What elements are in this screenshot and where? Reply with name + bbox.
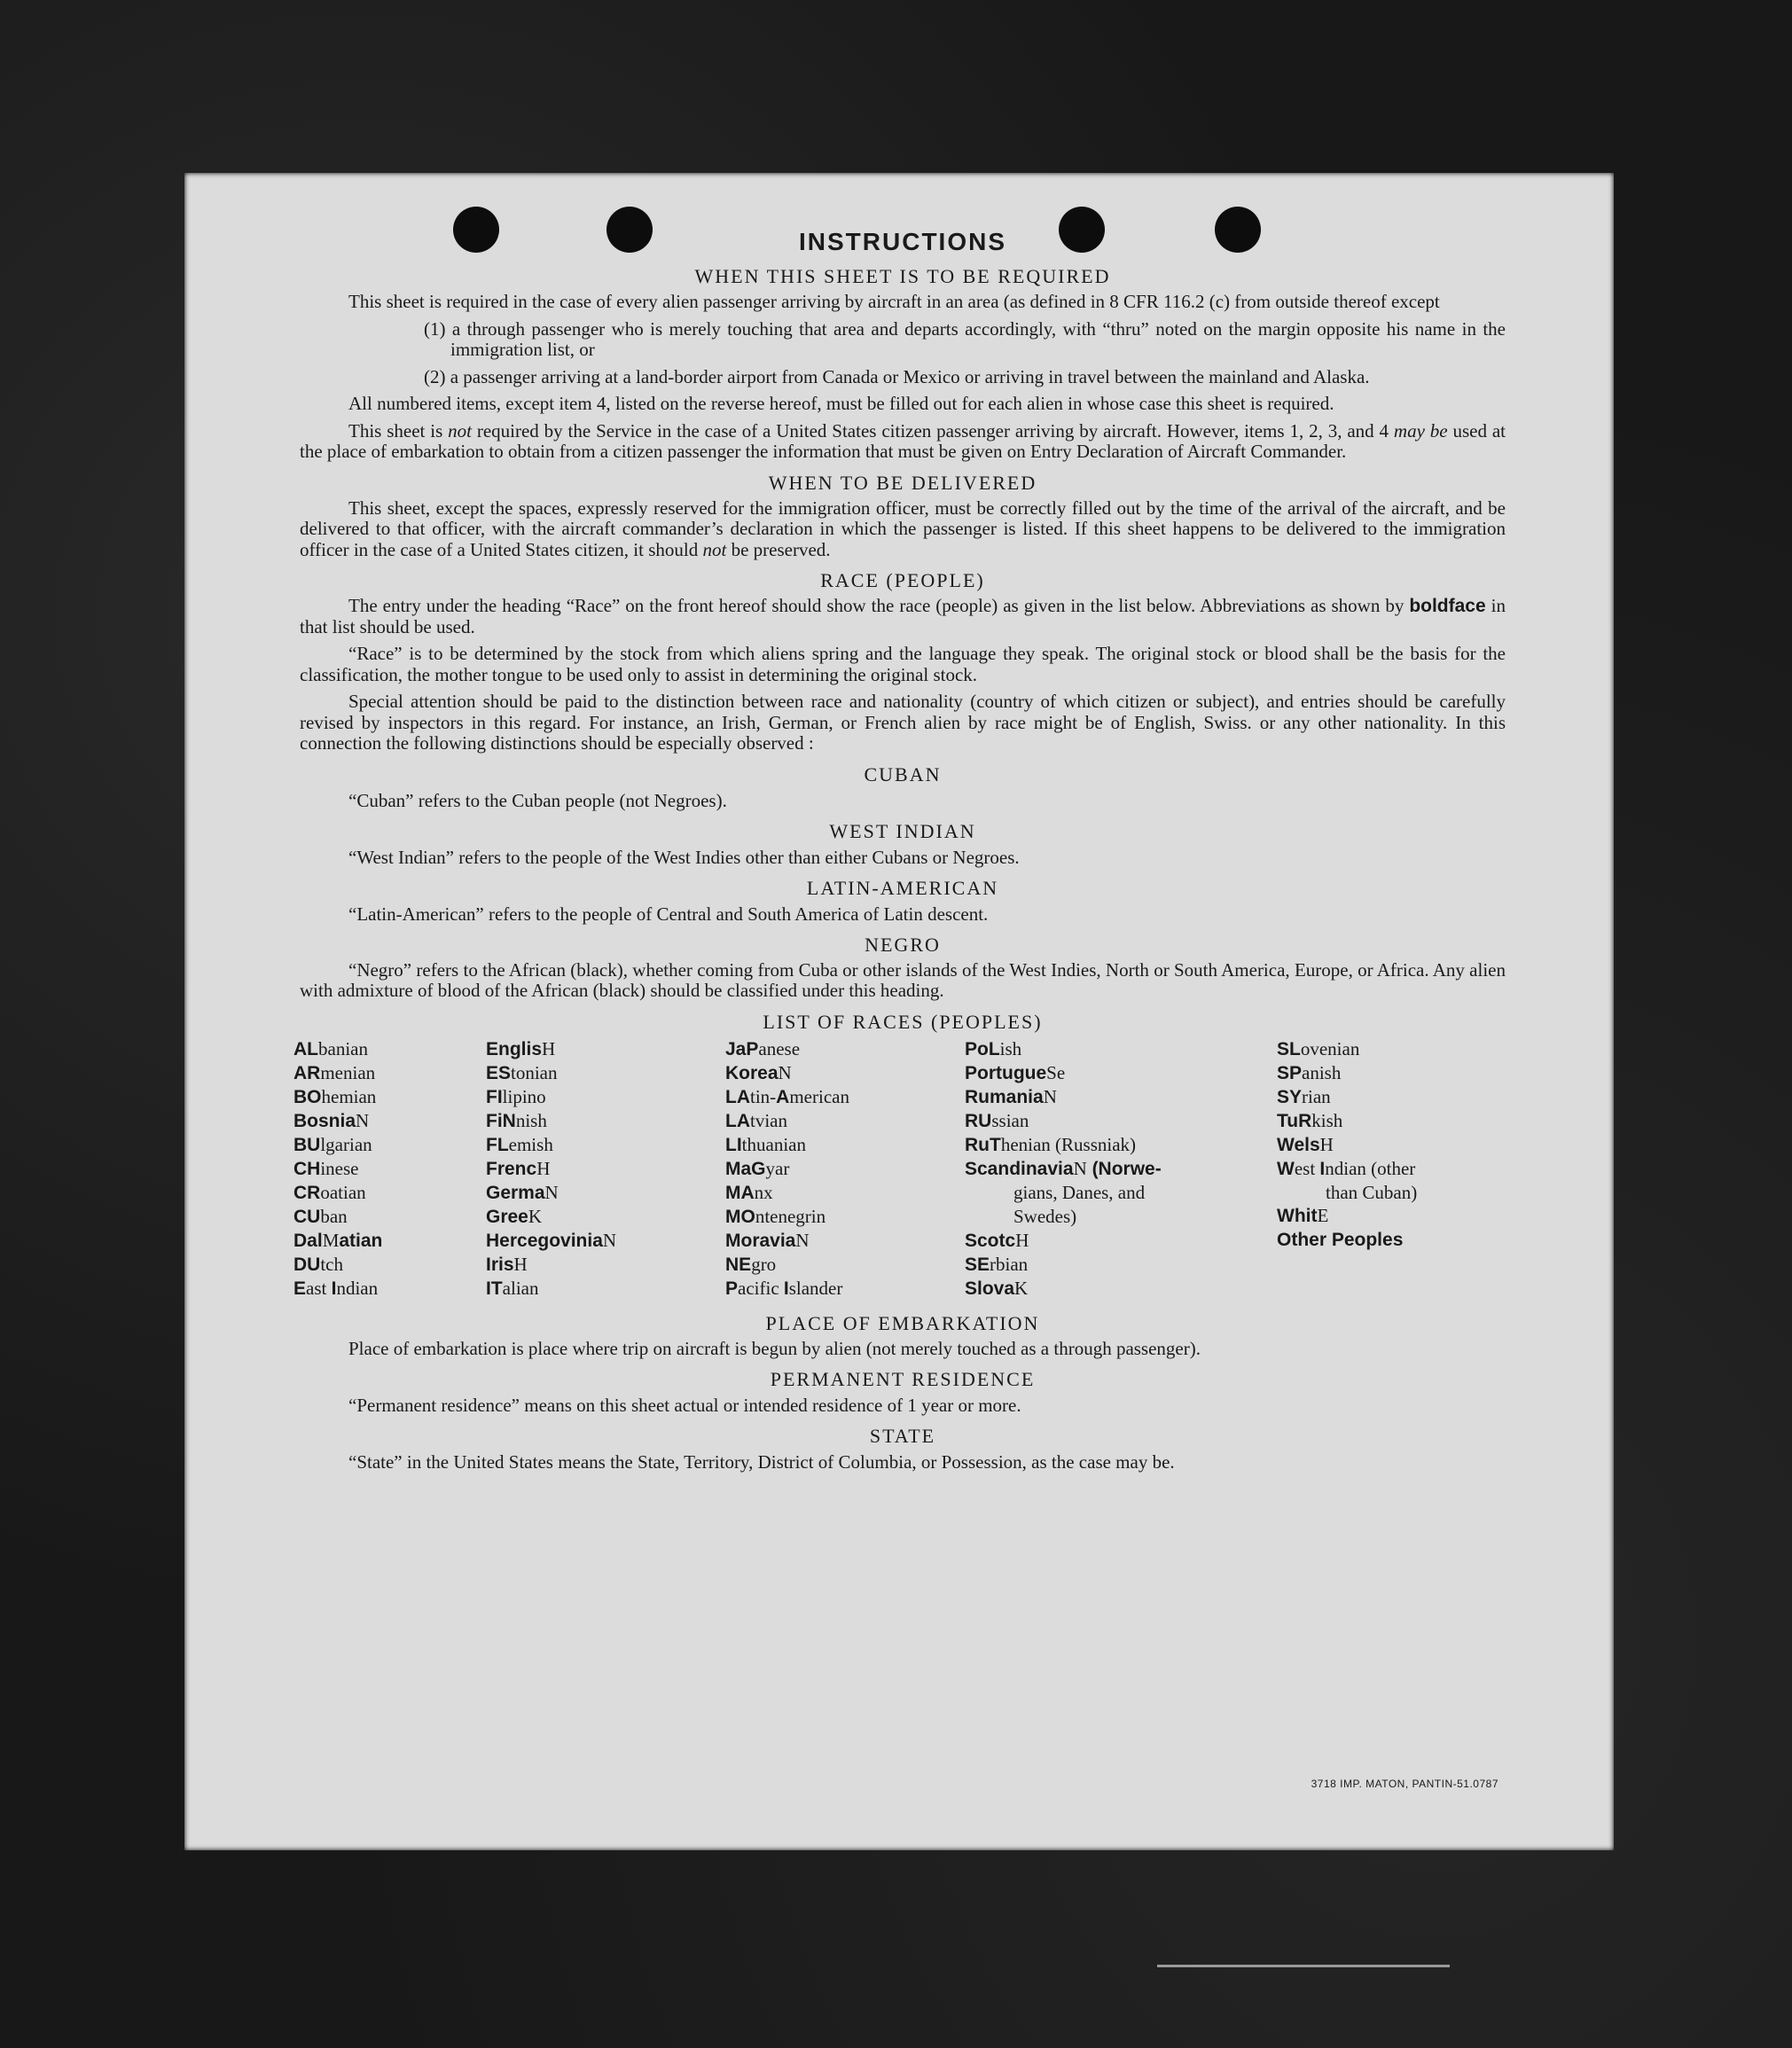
race-entry: FLemish bbox=[486, 1133, 553, 1155]
race-entry: PortugueSe bbox=[965, 1061, 1066, 1083]
race-entry: SlovaK bbox=[965, 1277, 1029, 1299]
races-column bbox=[1277, 1037, 1417, 1252]
paragraph: This sheet, except the spaces, expressly reserved for the immigration officer, must be correctly filled out by the time of the arrival of the aircraft, and be delivered to that officer, with the aircraft commander’s declaration in which the passenger is listed. If this sheet happens to be delivered to the immigration officer in the case of a United States citizen, it should not be preserved. bbox=[300, 496, 1506, 560]
race-entry: CHinese bbox=[293, 1157, 359, 1179]
race-entry: ALbanian bbox=[293, 1037, 368, 1059]
heading-when-required: WHEN THIS SHEET IS TO BE REQUIRED bbox=[694, 265, 1111, 287]
race-entry: CRoatian bbox=[293, 1181, 366, 1203]
race-entry: RuThenian (Russniak) bbox=[965, 1133, 1137, 1155]
race-entry: IrisH bbox=[486, 1253, 528, 1275]
paragraph: Place of embarkation is place where trip on aircraft is begun by alien (not merely touched as a through passenger). bbox=[348, 1337, 1201, 1359]
race-entry: LAtin-American bbox=[725, 1085, 849, 1107]
heading-residence: PERMANENT RESIDENCE bbox=[770, 1368, 1036, 1390]
race-entry: ScandinaviaN (Norwe- bbox=[965, 1157, 1162, 1179]
race-entry: DalMatian bbox=[293, 1229, 383, 1251]
race-entry: GermaN bbox=[486, 1181, 559, 1203]
race-entry: NEgro bbox=[725, 1253, 777, 1275]
divider bbox=[1157, 1965, 1450, 1967]
definition-text: “Cuban” refers to the Cuban people (not Negroes). bbox=[348, 789, 727, 811]
races-column bbox=[965, 1037, 1162, 1301]
race-entry: Other Peoples bbox=[1277, 1229, 1404, 1250]
exception-item: (1) a through passenger who is merely touching that area and departs accordingly, with “thru” noted on the margin opposite his name in the immigration list, or bbox=[424, 317, 1506, 360]
race-entry: LIthuanian bbox=[725, 1133, 806, 1155]
races-column bbox=[486, 1037, 616, 1301]
race-entry: MaGyar bbox=[725, 1157, 790, 1179]
printer-code: 3718 IMP. MATON, PANTIN-51.0787 bbox=[1311, 1778, 1499, 1790]
race-entry: BosniaN bbox=[293, 1109, 370, 1131]
paragraph: This sheet is not required by the Service in the case of a United States citizen passenger arriving by aircraft. However, items 1, 2, 3, and 4 may be used at the place of embarkation to obtain from a citizen passenger the information that must be given on Entry Declaration of Aircraft Commander. bbox=[300, 419, 1506, 462]
race-entry: KoreaN bbox=[725, 1061, 792, 1083]
race-entry: RUssian bbox=[965, 1109, 1029, 1131]
paragraph: All numbered items, except item 4, listed on the reverse hereof, must be filled out for each alien in whose case this sheet is required. bbox=[348, 393, 1334, 414]
heading-latin-american: LATIN-AMERICAN bbox=[806, 876, 999, 899]
race-entry: FrencH bbox=[486, 1157, 551, 1179]
heading-state: STATE bbox=[869, 1425, 936, 1447]
race-entry: JaPanese bbox=[725, 1037, 801, 1059]
race-entry: HercegoviniaN bbox=[486, 1229, 617, 1251]
race-entry: MAnx bbox=[725, 1181, 773, 1203]
race-entry: than Cuban) bbox=[1326, 1181, 1418, 1203]
race-entry: SLovenian bbox=[1277, 1037, 1360, 1059]
race-entry: SYrian bbox=[1277, 1085, 1331, 1107]
race-entry: SErbian bbox=[965, 1253, 1029, 1275]
race-entry: ITalian bbox=[486, 1277, 539, 1299]
race-entry: TuRkish bbox=[1277, 1109, 1343, 1131]
race-entry: GreeK bbox=[486, 1205, 543, 1227]
race-entry: Pacific Islander bbox=[725, 1277, 843, 1299]
race-entry: ScotcH bbox=[965, 1229, 1029, 1251]
definition-text: “State” in the United States means the State, Territory, District of Columbia, or Possession, as the case may be. bbox=[348, 1451, 1175, 1473]
paragraph: “Race” is to be determined by the stock from which aliens spring and the language they speak. The original stock or blood shall be the basis for the classification, the mother tongue to be used only to assist in determining the original stock. bbox=[300, 643, 1506, 685]
paragraph: This sheet is required in the case of every alien passenger arriving by aircraft in an area (as defined in 8 CFR 116.2 (c) from outside thereof except bbox=[348, 291, 1440, 312]
race-entry: WhitE bbox=[1277, 1204, 1329, 1226]
races-column bbox=[725, 1037, 849, 1301]
race-entry: CUban bbox=[293, 1205, 348, 1227]
race-entry: PoLish bbox=[965, 1037, 1022, 1059]
definition-text: “Permanent residence” means on this sheet actual or intended residence of 1 year or more. bbox=[348, 1395, 1021, 1416]
heading-embarkation: PLACE OF EMBARKATION bbox=[765, 1311, 1040, 1334]
race-entry: Swedes) bbox=[1013, 1205, 1077, 1227]
race-entry: EnglisH bbox=[486, 1037, 556, 1059]
definition-text: “Latin-American” refers to the people of Central and South America of Latin descent. bbox=[348, 903, 989, 925]
race-entry: West Indian (other bbox=[1277, 1157, 1416, 1179]
race-entry: MoraviaN bbox=[725, 1229, 810, 1251]
race-entry: MOntenegrin bbox=[725, 1205, 826, 1227]
paragraph: Special attention should be paid to the distinction between race and nationality (country of which citizen or subject), and entries should be carefully revised by inspectors in this regard. For instance, an Irish, German, or French alien by race might be of English, Swiss. or any other nationality. In this connection the following distinctions should be especially observed : bbox=[300, 691, 1506, 754]
race-entry: LAtvian bbox=[725, 1109, 787, 1131]
document-sheet bbox=[184, 173, 1614, 1850]
race-entry: FIlipino bbox=[486, 1085, 546, 1107]
heading-list-of-races: LIST OF RACES (PEOPLES) bbox=[763, 1010, 1043, 1033]
heading-when-delivered: WHEN TO BE DELIVERED bbox=[768, 471, 1037, 494]
document-body bbox=[293, 228, 1506, 1478]
race-entry: BOhemian bbox=[293, 1085, 377, 1107]
race-entry: DUtch bbox=[293, 1253, 343, 1275]
race-entry: WelsH bbox=[1277, 1133, 1334, 1155]
race-entry: RumaniaN bbox=[965, 1085, 1057, 1107]
race-entry: SPanish bbox=[1277, 1061, 1342, 1083]
race-entry: EStonian bbox=[486, 1061, 558, 1083]
heading-race: RACE (PEOPLE) bbox=[820, 569, 985, 591]
races-column bbox=[293, 1037, 382, 1301]
race-entry: ARmenian bbox=[293, 1061, 376, 1083]
exception-item: (2) a passenger arriving at a land-border airport from Canada or Mexico or arriving in travel between the mainland and Alaska. bbox=[424, 365, 1370, 387]
paragraph: “Negro” refers to the African (black), whether coming from Cuba or other islands of the West Indies, North or South America, Europe, or Africa. Any alien with admixture of blood of the African (black) should be classified under this heading. bbox=[300, 958, 1506, 1001]
heading-west-indian: WEST INDIAN bbox=[829, 819, 976, 842]
race-entry: FiNnish bbox=[486, 1109, 547, 1131]
races-list bbox=[293, 1037, 1506, 1303]
race-entry: gians, Danes, and bbox=[1013, 1181, 1146, 1203]
page-title: INSTRUCTIONS bbox=[799, 228, 1006, 255]
definition-text: “West Indian” refers to the people of the West Indies other than either Cubans or Negroes. bbox=[348, 846, 1020, 868]
heading-negro: NEGRO bbox=[865, 933, 941, 956]
race-entry: BUlgarian bbox=[293, 1133, 372, 1155]
paragraph: The entry under the heading “Race” on the front hereof should show the race (people) as given in the list below. Abbreviations as shown by boldface in that list should be used. bbox=[300, 595, 1506, 637]
heading-cuban: CUBAN bbox=[864, 762, 942, 786]
race-entry: East Indian bbox=[293, 1277, 379, 1299]
